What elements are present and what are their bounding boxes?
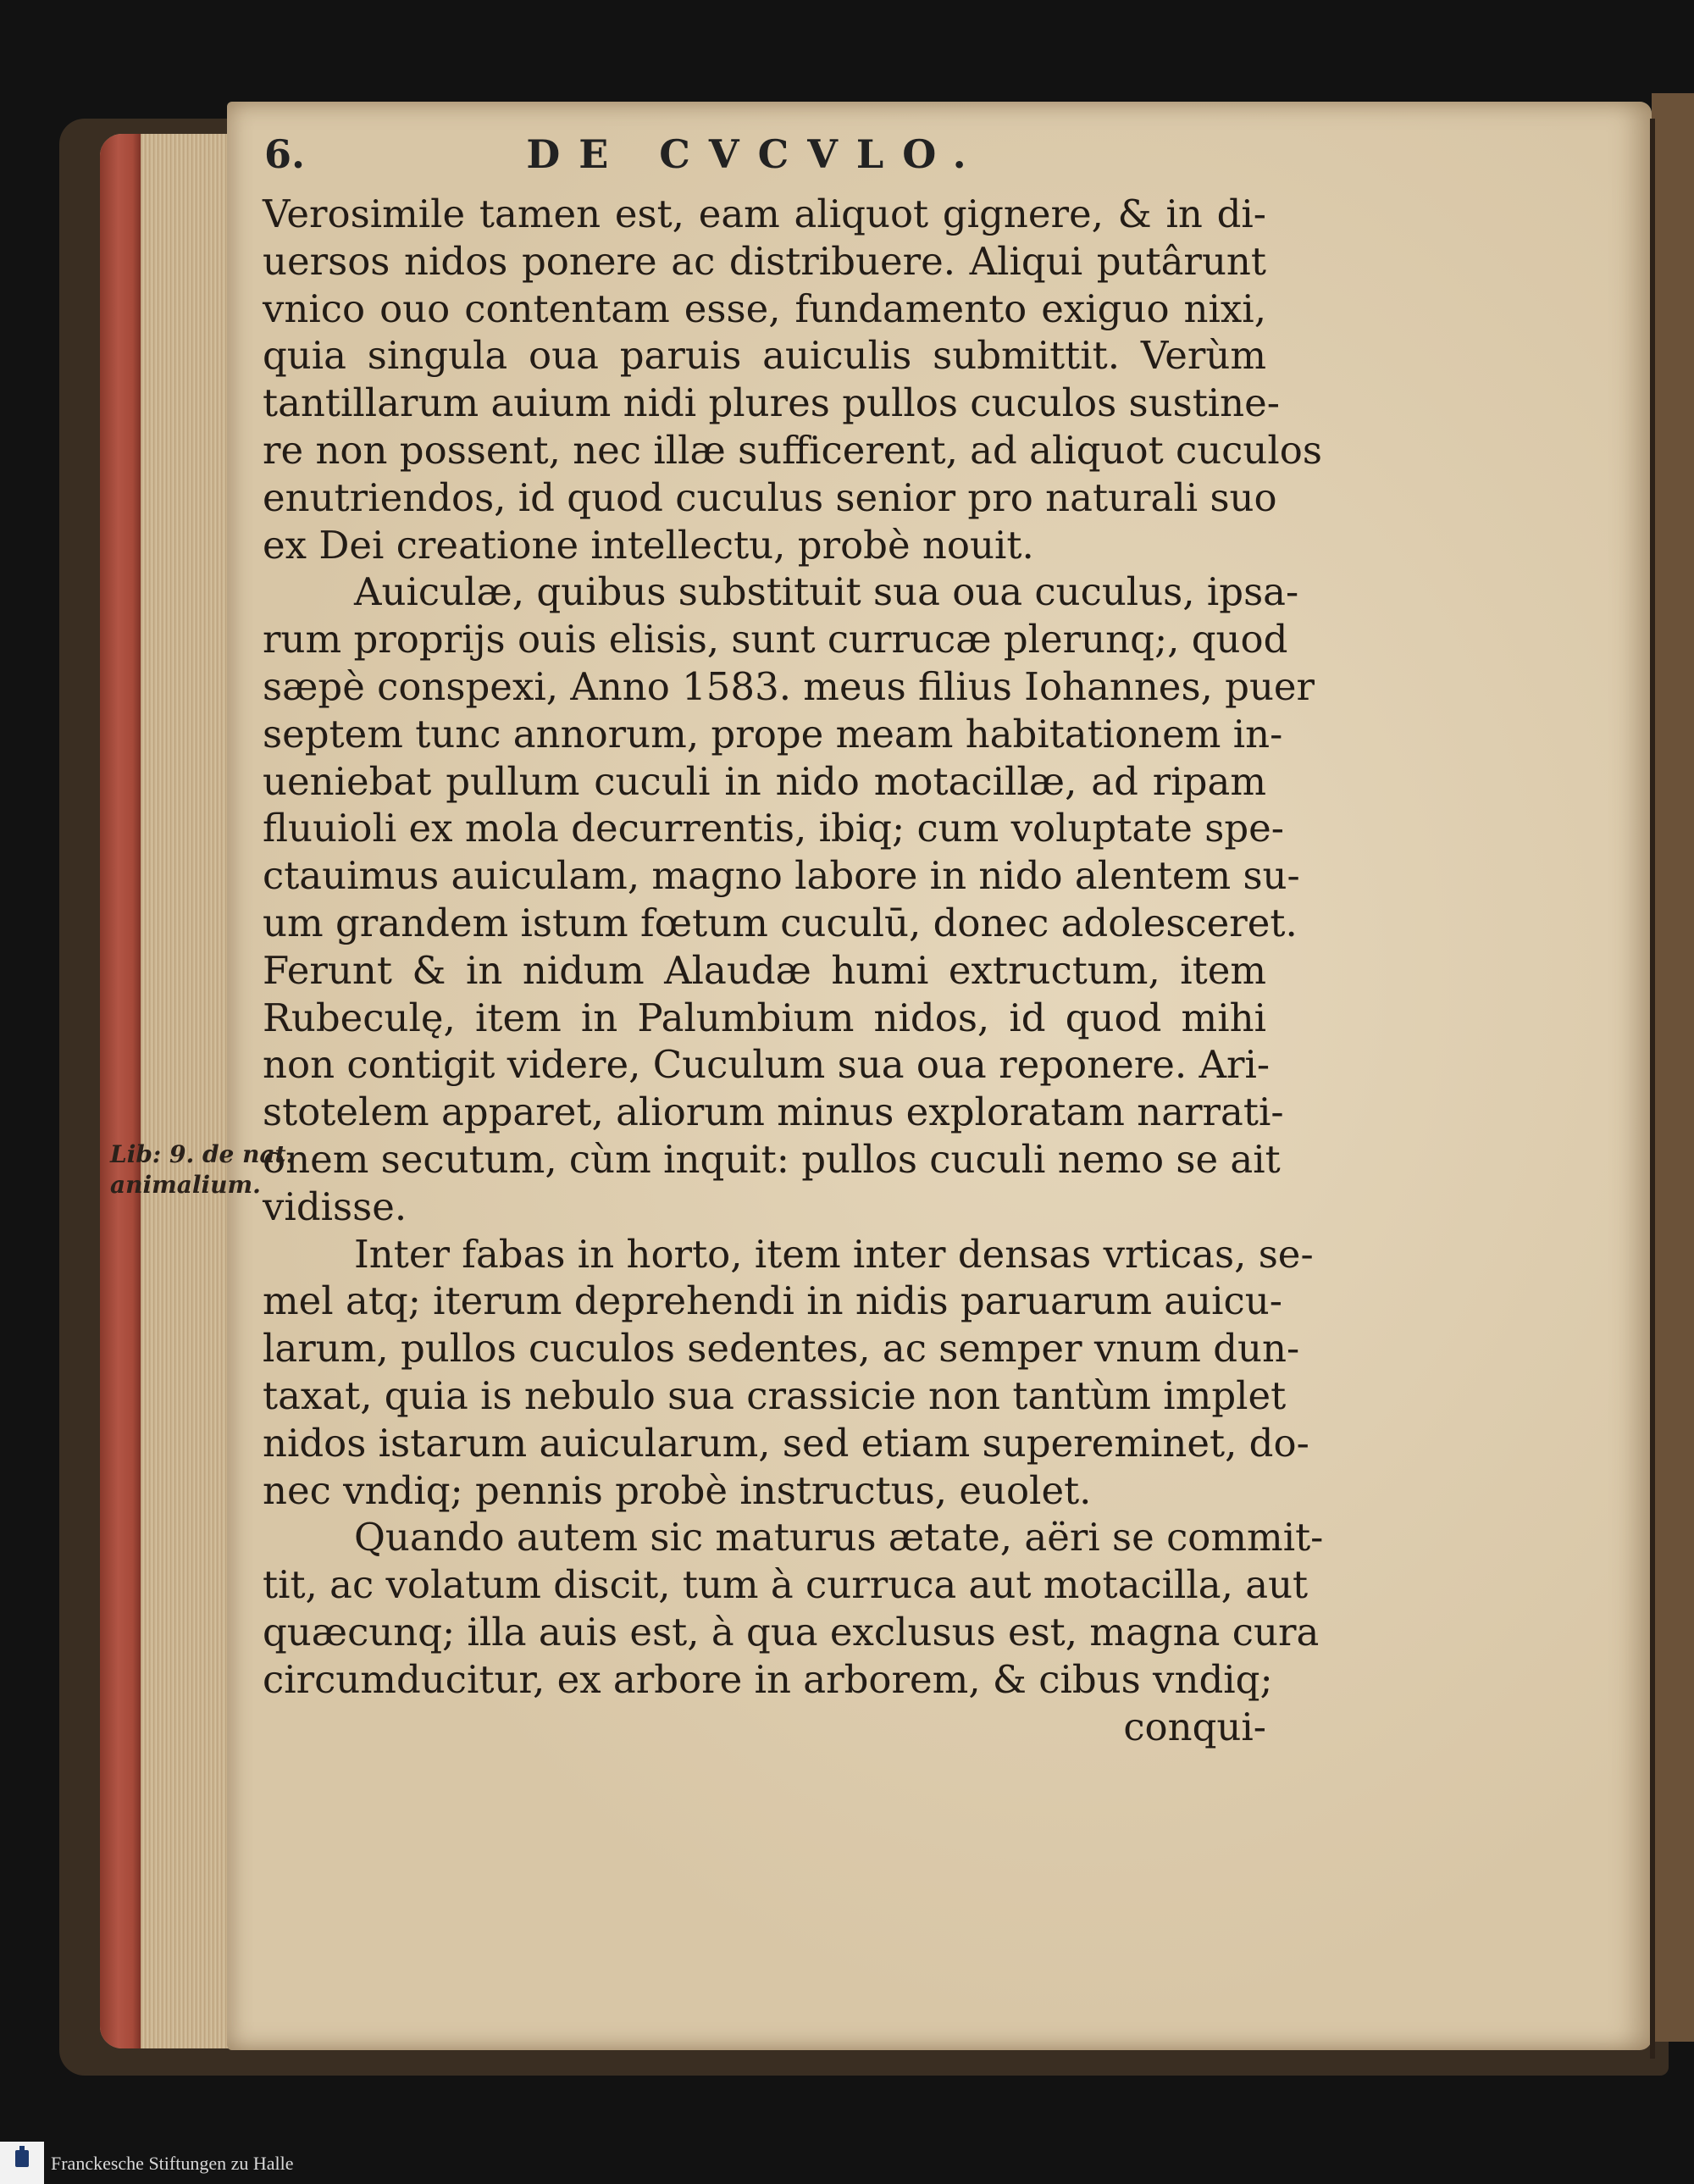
text-line: vidisse.	[263, 1183, 407, 1229]
page-number: 6.	[264, 131, 306, 177]
text-line: stotelem apparet, aliorum minus exploratam narrati-	[263, 1089, 1284, 1135]
text-line: uersos nidos ponere ac distribuere. Aliqui putârunt	[263, 238, 1266, 284]
text-line: onem secutum, cùm inquit: pullos cuculi nemo se ait	[263, 1136, 1281, 1182]
text-line: Inter fabas in horto, item inter densas vrticas, se-	[354, 1231, 1314, 1277]
text-line: enutriendos, id quod cuculus senior pro naturali suo	[263, 474, 1277, 520]
text-line: ctauimus auiculam, magno labore in nido alentem su-	[263, 853, 1300, 899]
text-line: rum proprijs ouis elisis, sunt currucæ plerunq;, quod	[263, 617, 1288, 662]
text-line: um grandem istum fœtum cuculū, donec adolesceret.	[263, 900, 1298, 945]
text-line: Quando autem sic maturus ætate, aëri se commit-	[354, 1515, 1324, 1560]
text-line: septem tunc annorum, prope meam habitationem in-	[263, 711, 1283, 757]
text-line: taxat, quia is nebulo sua crassicie non tantùm implet	[263, 1372, 1287, 1418]
text-line: fluuioli ex mola decurrentis, ibiq; cum voluptate spe-	[263, 806, 1284, 851]
text-line: Auiculæ, quibus substituit sua oua cuculus, ipsa-	[354, 569, 1299, 615]
red-page-edge	[100, 134, 141, 2048]
text-line: tantillarum auium nidi plures pullos cuculos sustine-	[263, 380, 1280, 426]
text-line: tit, ac volatum discit, tum à curruca aut motacilla, aut	[263, 1562, 1309, 1608]
text-line: quia singula oua paruis auiculis submittit. Verùm	[263, 333, 1266, 379]
text-line: Rubeculę, item in Palumbium nidos, id quod mihi	[263, 995, 1266, 1040]
book-spine-gutter	[1650, 119, 1655, 2059]
running-head: DE CVCVLO.	[526, 131, 985, 177]
text-line: sæpè conspexi, Anno 1583. meus filius Iohannes, puer	[263, 663, 1315, 709]
book-binding-right	[1652, 93, 1694, 2042]
page-header	[264, 131, 1247, 191]
text-line: nec vndiq; pennis probè instructus, euolet.	[263, 1467, 1092, 1513]
text-line-with-margin-note	[110, 1136, 1281, 1199]
body-text	[110, 191, 1324, 1750]
catchword: conqui-	[1123, 1704, 1266, 1749]
margin-note-line: animalium.	[110, 1170, 261, 1199]
text-line: non contigit videre, Cuculum sua oua reponere. Ari-	[263, 1042, 1270, 1088]
text-line: ex Dei creatione intellectu, probè nouit.	[263, 522, 1034, 568]
text-line: mel atq; iterum deprehendi in nidis paruarum auicu-	[263, 1278, 1282, 1324]
text-line: nidos istarum auicularum, sed etiam supereminet, do-	[263, 1420, 1309, 1466]
text-line: ueniebat pullum cuculi in nido motacillæ, ad ripam	[263, 758, 1266, 804]
footer-bar	[0, 2142, 1694, 2184]
text-line: Ferunt & in nidum Alaudæ humi extructum, item	[263, 947, 1266, 993]
text-line: circumducitur, ex arbore in arborem, & cibus vndiq;	[263, 1656, 1273, 1702]
text-line: Verosimile tamen est, eam aliquot gignere, & in di-	[263, 191, 1266, 236]
institution-name: Franckesche Stiftungen zu Halle	[51, 2153, 294, 2174]
text-line: quæcunq; illa auis est, à qua exclusus est, magna cura	[263, 1609, 1320, 1655]
text-line: larum, pullos cuculos sedentes, ac semper vnum dun-	[263, 1326, 1300, 1372]
building-icon	[15, 2150, 29, 2167]
institution-logo[interactable]	[0, 2142, 44, 2184]
margin-note-line: Lib: 9. de nat.	[110, 1139, 295, 1168]
text-line: re non possent, nec illæ sufficerent, ad aliquot cuculos	[263, 427, 1322, 473]
text-line: vnico ouo contentam esse, fundamento exiguo nixi,	[263, 285, 1266, 331]
